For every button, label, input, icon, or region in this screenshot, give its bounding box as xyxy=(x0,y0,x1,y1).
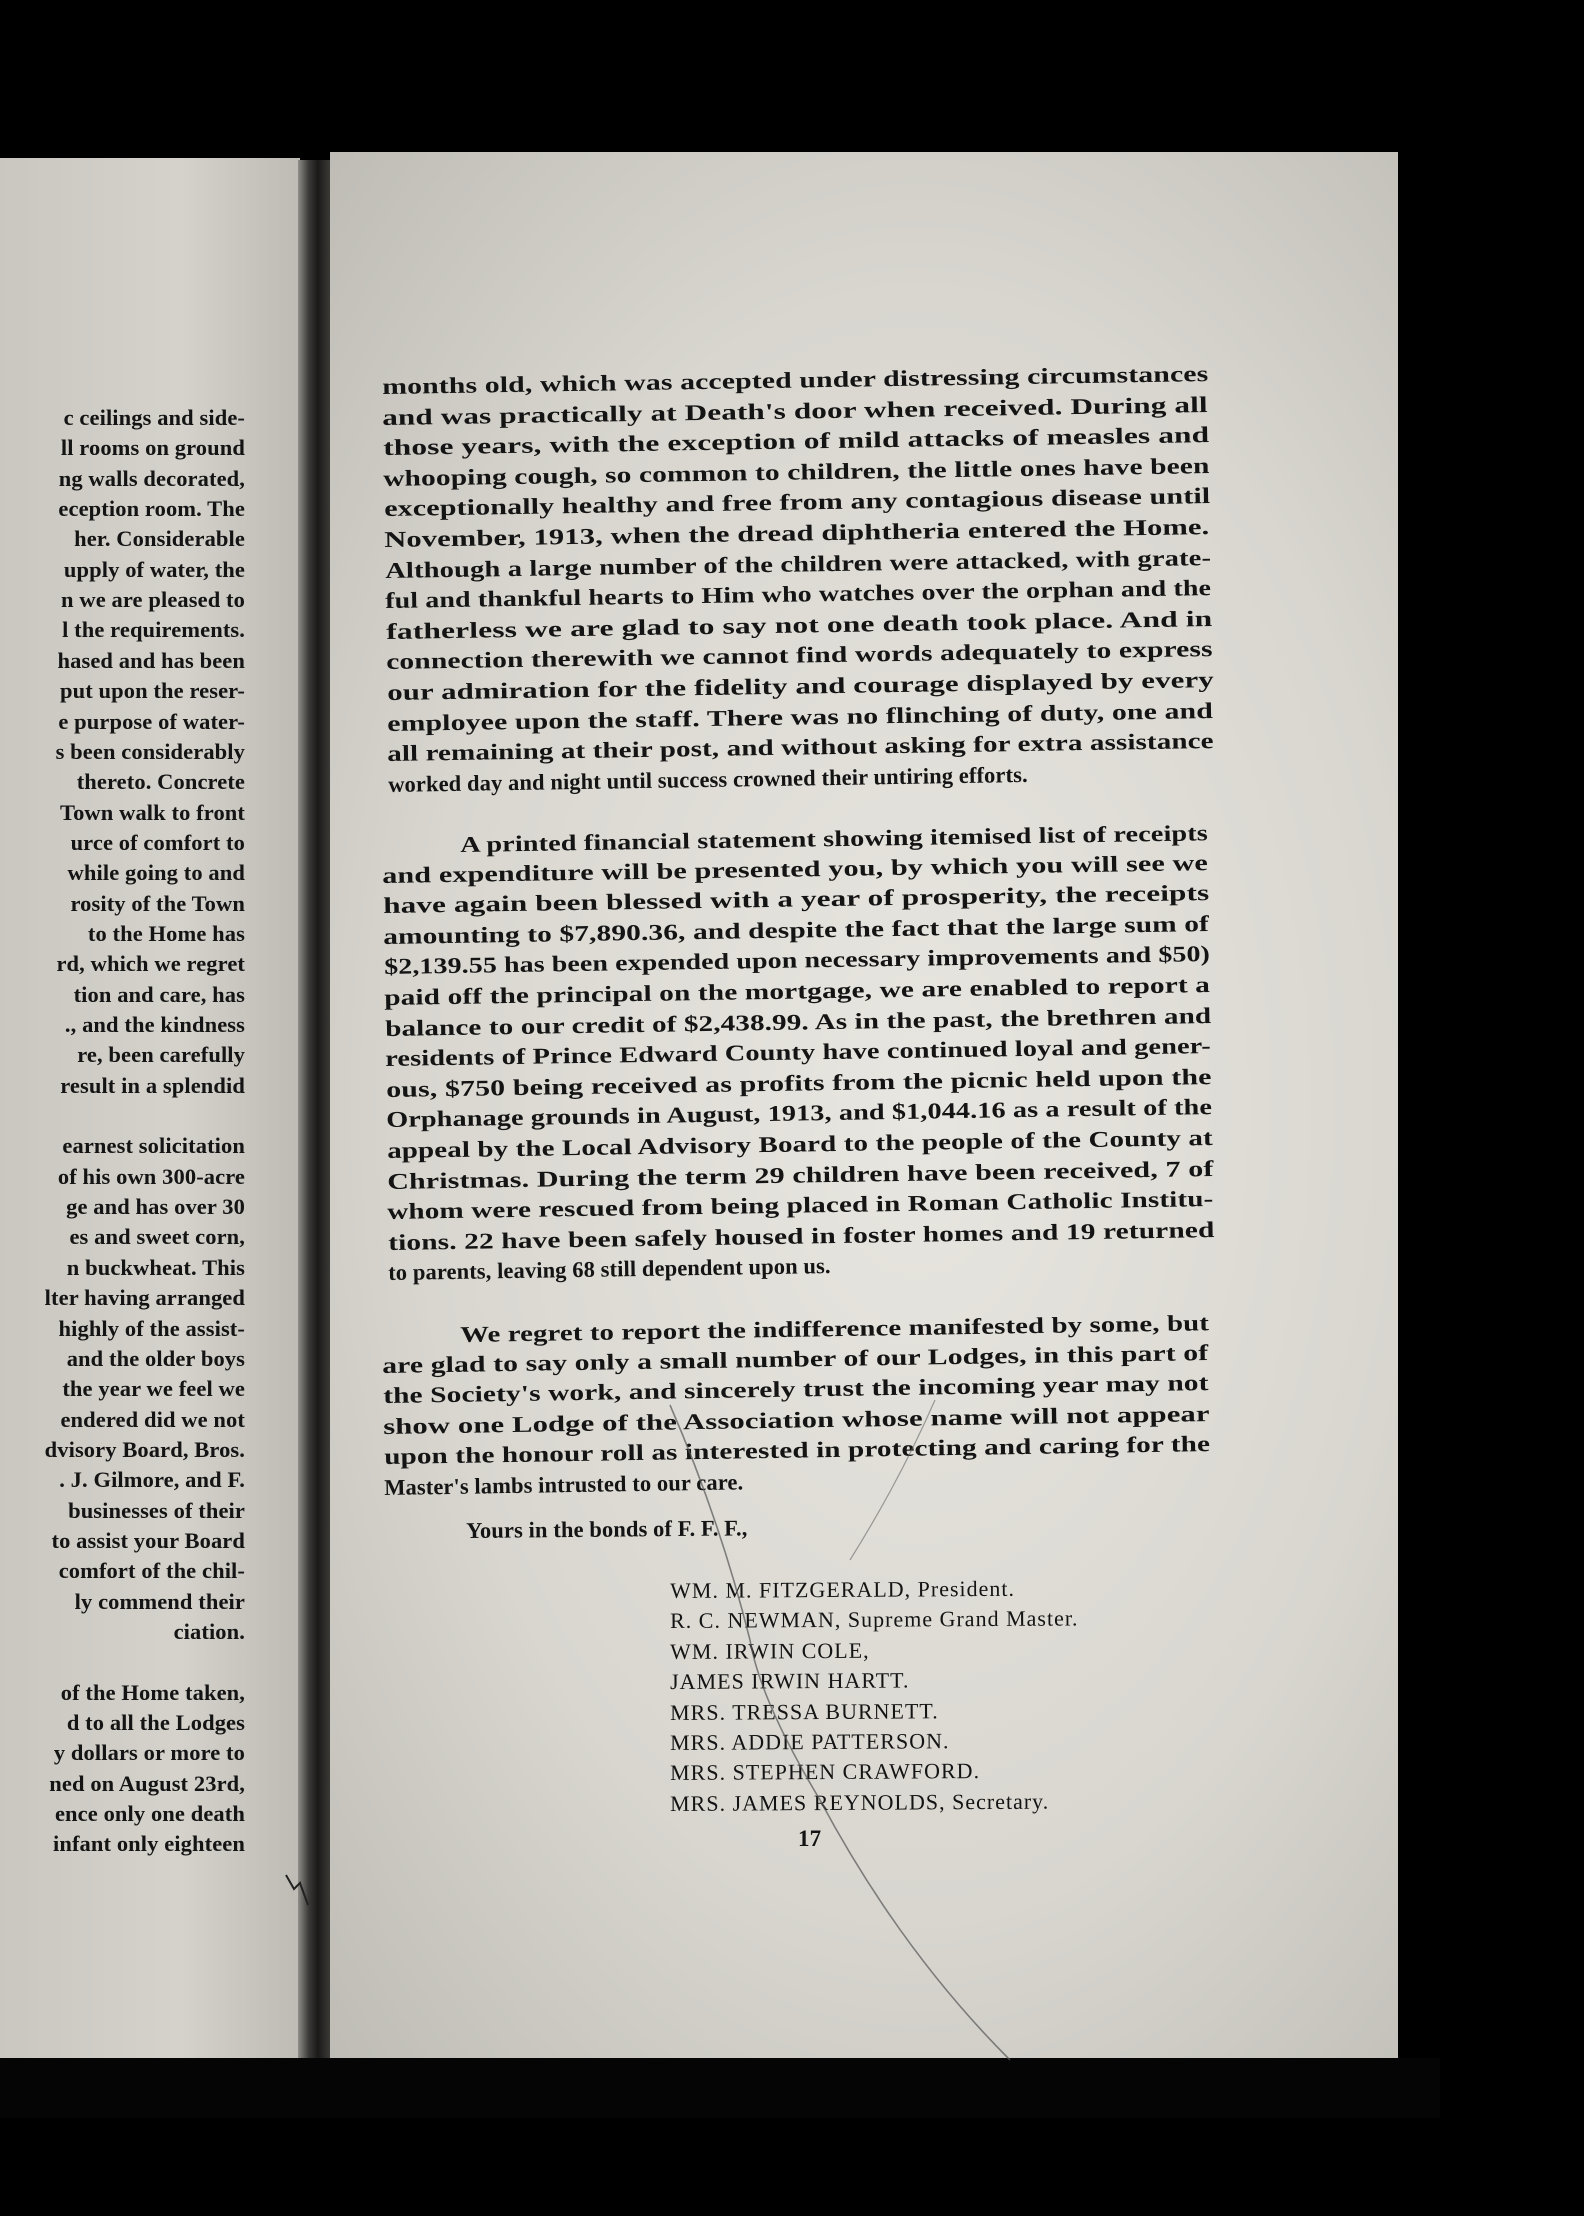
left-page-line: ge and has over 30 xyxy=(66,1194,245,1220)
paragraph-line: Christmas. During the term 29 children have been received, 7 of xyxy=(386,1155,1214,1194)
paragraph-line: have again been blessed with a year of prosperity, the receipts xyxy=(382,880,1210,919)
left-page-line: while going to and xyxy=(67,860,245,886)
paragraph-line: We regret to report the indifference manifested by some, but xyxy=(460,1310,1210,1347)
left-page-line: her. Considerable xyxy=(74,526,245,552)
signatory-line: MRS. STEPHEN CRAWFORD. xyxy=(670,1758,981,1786)
left-page-line: rd, which we regret xyxy=(56,951,245,977)
left-page-line: tion and care, has xyxy=(73,981,245,1007)
paragraph-line: show one Lodge of the Association whose name will not appear xyxy=(383,1400,1211,1439)
left-page-line: ., and the kindness xyxy=(64,1012,245,1037)
left-page-line: highly of the assist- xyxy=(58,1315,245,1341)
left-page-line: s been considerably xyxy=(55,738,245,764)
left-page-line: ciation. xyxy=(173,1619,245,1644)
paragraph-line: Although a large number of the children were attacked, with grate- xyxy=(384,544,1211,583)
left-page-line: result in a splendid xyxy=(60,1072,245,1098)
signatory-line: JAMES IRWIN HARTT. xyxy=(670,1667,910,1695)
paragraph-line: are glad to say only a small number of our Lodges, in this part of xyxy=(382,1339,1209,1378)
left-page-line: . J. Gilmore, and F. xyxy=(59,1467,245,1493)
paragraph-line: whooping cough, so common to children, the little ones have been xyxy=(383,452,1211,491)
left-page-line: dvisory Board, Bros. xyxy=(44,1436,245,1462)
left-page-line: lter having arranged xyxy=(44,1285,245,1311)
left-page-line: ence only one death xyxy=(54,1801,245,1827)
paragraph-line: A printed financial statement showing itemised list of receipts xyxy=(460,820,1209,857)
left-page-line: to the Home has xyxy=(87,920,245,946)
left-page-line: infant only eighteen xyxy=(52,1831,245,1857)
page-number: 17 xyxy=(798,1826,822,1851)
left-page-line: to assist your Board xyxy=(51,1527,245,1553)
paragraph-line: balance to our credit of $2,438.99. As in the past, the brethren and xyxy=(384,1002,1212,1041)
left-page-line: l the requirements. xyxy=(62,617,245,643)
left-page-line: y dollars or more to xyxy=(53,1740,245,1766)
left-page-line: ll rooms on ground xyxy=(60,435,245,461)
paragraph-line: appeal by the Local Advisory Board to the people of the County at xyxy=(386,1125,1213,1163)
left-page-line: endered did we not xyxy=(60,1406,245,1432)
left-page-line: rosity of the Town xyxy=(70,890,245,916)
left-page-line: es and sweet corn, xyxy=(69,1224,245,1250)
left-page-line: c ceilings and side- xyxy=(63,405,245,430)
paragraph-line: $2,139.55 has been expended upon necessary improvements and $50) xyxy=(383,941,1210,980)
left-page-line: hased and has been xyxy=(57,647,245,673)
paragraph-line: whom were rescued from being placed in Roman Catholic Institu- xyxy=(387,1186,1214,1225)
paragraph-line: ous, $750 being received as profits from the picnic held upon the xyxy=(385,1063,1212,1102)
paragraph-line: all remaining at their post, and without asking for extra assistance xyxy=(387,728,1215,767)
signatory-line: WM. IRWIN COLE, xyxy=(670,1637,870,1664)
signatory-line: MRS. JAMES REYNOLDS, Secretary. xyxy=(670,1788,1050,1816)
closing-salutation: Yours in the bonds of F. F. F., xyxy=(466,1515,748,1543)
signatory-line: MRS. ADDIE PATTERSON. xyxy=(670,1728,950,1755)
paragraph-line: our admiration for the fidelity and courage displayed by every xyxy=(386,667,1214,705)
left-page-line: Town walk to front xyxy=(60,799,245,825)
left-page-line: put upon the reser- xyxy=(59,678,245,704)
paragraph-line: fatherless we are glad to say not one death took place. And in xyxy=(385,605,1213,644)
left-page-line: comfort of the chil- xyxy=(58,1558,245,1584)
left-page-line: e purpose of water- xyxy=(58,708,245,734)
paragraph-line: amounting to $7,890.36, and despite the fact that the large sum of xyxy=(383,910,1210,949)
paragraph-line: to parents, leaving 68 still dependent upon us. xyxy=(388,1253,832,1286)
paragraph-line: those years, with the exception of mild attacks of measles and xyxy=(382,422,1210,461)
left-page-line: n buckwheat. This xyxy=(66,1254,245,1280)
paragraph-line: paid off the principal on the mortgage, we are enabled to report a xyxy=(384,972,1211,1010)
paragraph-line: tions. 22 have been safely housed in foster homes and 19 returned xyxy=(387,1216,1215,1255)
signatory-line: WM. M. FITZGERALD, President. xyxy=(670,1575,1016,1603)
paragraph-line: exceptionally healthy and free from any contagious disease until xyxy=(383,483,1211,522)
left-page-line: of the Home taken, xyxy=(60,1679,245,1705)
paragraph-line: and expenditure will be presented you, by which you will see we xyxy=(382,849,1209,888)
paragraph-line: Orphanage grounds in August, 1913, and $1,044.16 as a result of the xyxy=(386,1094,1213,1133)
left-page-line: earnest solicitation xyxy=(62,1133,245,1159)
paragraph-line: connection therewith we cannot find words adequately to express xyxy=(386,636,1213,675)
left-page-line: and the older boys xyxy=(66,1345,245,1371)
signatory-line: MRS. TRESSA BURNETT. xyxy=(670,1697,939,1725)
left-page-line: upply of water, the xyxy=(63,556,245,582)
paragraph-line: and was practically at Death's door when received. During all xyxy=(382,391,1209,430)
paragraph-line: Master's lambs intrusted to our care. xyxy=(384,1469,744,1500)
left-page-line: re, been carefully xyxy=(77,1042,245,1068)
left-page-line: ned on August 23rd, xyxy=(49,1770,245,1796)
left-page-line: of his own 300-acre xyxy=(57,1163,245,1189)
paragraph-line: employee upon the staff. There was no flinching of duty, one and xyxy=(386,697,1214,736)
left-page-line: urce of comfort to xyxy=(70,829,245,855)
left-page-line: the year we feel we xyxy=(62,1376,245,1402)
signatory-line: R. C. NEWMAN, Supreme Grand Master. xyxy=(670,1605,1079,1634)
paragraph-line: the Society's work, and sincerely trust the incoming year may not xyxy=(382,1370,1209,1409)
left-page-line: ly commend their xyxy=(74,1588,245,1614)
paragraph-line: residents of Prince Edward County have continued loyal and gener- xyxy=(385,1033,1212,1072)
left-page-line: thereto. Concrete xyxy=(76,769,245,795)
paragraph-line: months old, which was accepted under distressing circumstances xyxy=(382,361,1209,399)
paragraph-line: worked day and night until success crowned their untiring efforts. xyxy=(387,761,1028,797)
paragraph-line: ful and thankful hearts to Him who watches over the orphan and the xyxy=(385,575,1212,614)
paragraph-line: November, 1913, when the dread diphtheria entered the Home. xyxy=(384,514,1210,552)
paragraph-line: upon the honour roll as interested in protecting and caring for the xyxy=(383,1431,1211,1470)
left-page-line: businesses of their xyxy=(68,1497,245,1523)
left-page-line: ng walls decorated, xyxy=(58,465,245,491)
left-page-line: eception room. The xyxy=(58,496,245,522)
left-page-line: n we are pleased to xyxy=(61,587,245,613)
left-page-line: d to all the Lodges xyxy=(66,1710,245,1736)
